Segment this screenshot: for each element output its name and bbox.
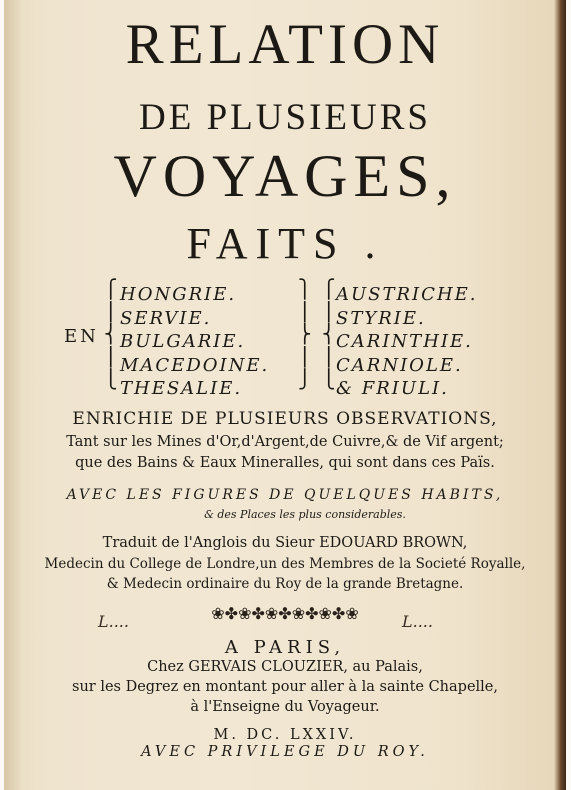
places-right-list — [336, 283, 478, 401]
place-item: & FRIULI. — [336, 378, 449, 399]
middle-brace-open: ⎧ ⎪ ⎨ ⎪ ⎩ — [322, 279, 336, 390]
figures-heading: AVEC LES FIGURES DE QUELQUES HABITS, — [66, 487, 504, 503]
place-item: STYRIE. — [336, 307, 426, 329]
handwritten-mark: L.... — [98, 612, 129, 631]
title-voyages: VOYAGES, — [113, 143, 457, 209]
title-de-plusieurs: DE PLUSIEURS — [139, 97, 431, 138]
subtitle-line: que des Bains & Eaux Mineralles, qui sont dans ces Païs. — [75, 455, 495, 471]
translator-line: Medecin du College de Londre,un des Membres de la Societé Royalle, — [44, 556, 526, 572]
printers-ornament: ❀✤❀✤❀✤❀✤❀✤❀ — [211, 604, 359, 623]
title-faits: FAITS . — [186, 219, 384, 268]
translator-line: Traduit de l'Anglois du Sieur EDOUARD BROWN, — [102, 535, 468, 551]
places-prefix: EN — [64, 326, 99, 347]
title-relation: RELATION — [125, 13, 445, 76]
place-item: MACEDOINE. — [120, 354, 270, 376]
left-brace: ⎧ ⎪ ⎨ ⎪ ⎩ — [104, 279, 118, 390]
imprint-line: à l'Enseigne du Voyageur. — [190, 699, 380, 715]
places-left-list — [120, 283, 269, 401]
place-item: AUSTRICHE. — [336, 284, 478, 305]
imprint-line: Chez GERVAIS CLOUZIER, au Palais, — [147, 659, 423, 675]
imprint-city: A PARIS, — [224, 637, 346, 658]
place-item: BULGARIE. — [120, 331, 246, 352]
royal-privilege: AVEC PRIVILEGE DU ROY. — [141, 744, 429, 760]
translator-line: & Medecin ordinaire du Roy de la grande Bretagne. — [106, 576, 464, 592]
imprint-line: sur les Degrez en montant pour aller à la sainte Chapelle, — [72, 679, 498, 695]
imprint-year: M. DC. LXXIV. — [213, 727, 357, 743]
place-item: SERVIE. — [120, 307, 212, 329]
title-page — [4, 0, 566, 790]
place-item: HONGRIE. — [120, 284, 237, 305]
subtitle-heading: ENRICHIE DE PLUSIEURS OBSERVATIONS, — [72, 409, 498, 429]
handwritten-mark: L.... — [402, 612, 433, 631]
figures-line: & des Places les plus considerables. — [204, 508, 406, 521]
subtitle-line: Tant sur les Mines d'Or,d'Argent,de Cuivre,& de Vif argent; — [66, 434, 504, 450]
place-item: THESALIE. — [120, 378, 243, 399]
place-item: CARNIOLE. — [336, 354, 463, 376]
place-item: CARINTHIE. — [336, 331, 473, 352]
middle-brace-close: ⎫ ⎪ ⎬ ⎪ ⎭ — [298, 279, 312, 390]
